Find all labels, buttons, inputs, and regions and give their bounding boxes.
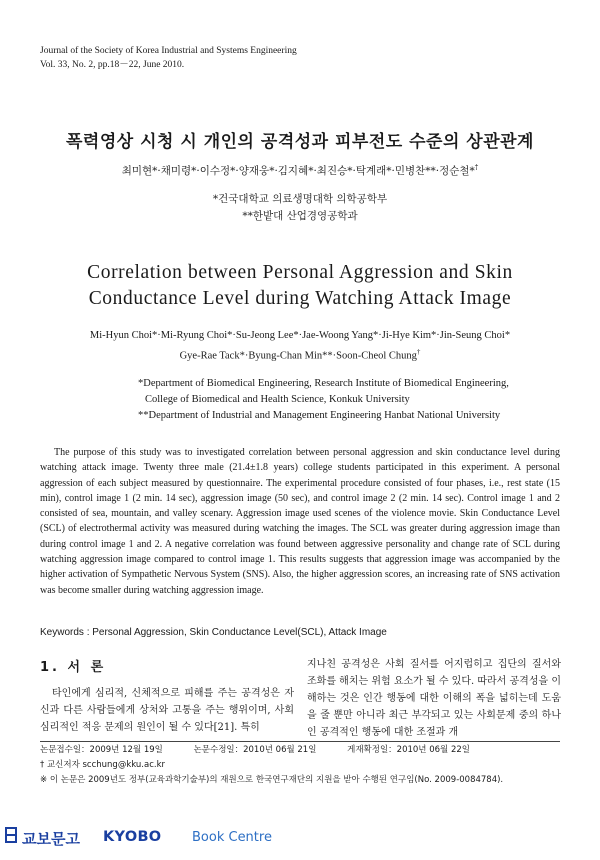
authors-english-line2-wrap — [0, 344, 600, 365]
footnotes — [40, 743, 580, 788]
journal-name: Journal of the Society of Korea Industrial and Systems Engineering — [40, 46, 297, 56]
brand-english: KYOBO — [103, 829, 162, 845]
affiliation-en-3: **Department of Industrial and Management Engineering Hanbat National University — [138, 410, 501, 421]
title-english-line1: Correlation between Personal Aggression and Skin — [87, 262, 513, 283]
body-column-right: 지나친 공격성은 사회 질서를 어지럽히고 집단의 질서와 조화를 해치는 위험 요소가 될 수 있다. 따라서 공격성을 이해하는 것은 인간 행동에 대한 이해의 폭을 넓히는데 도움을 줄 뿐만 아니라 최근 부각되고 있는 사회문제 중의 하나인 공격적인 행동에 대한 조절과 개 — [307, 659, 561, 738]
abstract: The purpose of this study was to investigated correlation between personal aggression and skin conductance level during watching attack image. Twenty three male (21.4±1.8 years) college students participated in this experiment. A personal aggression of each subject measured by questionnaire. The experimental procedure consisted of four phases, i.e., rest state (15 min), control image 1 (2 min. 14 sec), aggression image (50 sec), and control image 2 (2 min. 14 sec). Control image 1 and 2 consisted of sea, mountain, and valley scenary. Aggression image used scenes of the violence movie. Skin Conductance Level (SCL) of electrothermal activity was measured during watching the images. The SCL was greater during aggression image than during control image 1 and 2. A negative correlation was found between aggressive personality and change rate of SCL during watching aggression image compared to control image 1. This results suggests that aggression image was accompanied by the higher activation of Sympathetic Nervous System (SNS). Also, the higher aggression scores, an increasing rate of SNS activation was become smaller during watching aggression image. — [40, 447, 560, 596]
brand-korean: 교보문고 — [22, 830, 80, 848]
affiliation-ko-2: **한밭대 산업경영공학과 — [242, 210, 358, 222]
footnote-corresponding: † 교신저자 scchung@kku.ac.kr — [40, 760, 166, 770]
date-accepted: 게재확정일：2010년 06월 22일 — [347, 745, 470, 755]
affiliation-en-1: *Department of Biomedical Engineering, Research Institute of Biomedical Engineering, — [138, 378, 509, 389]
footnote-funding: ※ 이 논문은 2009년도 정부(교육과학기술부)의 재원으로 한국연구재단의 지원을 받아 수행된 연구임(No. 2009-0084784). — [40, 775, 504, 785]
keywords-label: Keywords — [40, 627, 84, 638]
corresponding-mark-ko: † — [474, 163, 479, 172]
footnote-divider — [40, 741, 560, 742]
authors-korean-names: 최미현*·채미령*·이수정*·양재웅*·김지혜*·최진승*·탁계래*·민병찬**·정순철* — [121, 165, 475, 177]
brand-subtitle: Book Centre — [192, 830, 272, 845]
affiliations-korean — [0, 191, 600, 225]
authors-korean — [0, 163, 600, 178]
kyobo-logo-icon — [4, 826, 18, 844]
footnote-dates — [40, 743, 580, 758]
title-korean: 폭력영상 시청 시 개인의 공격성과 피부전도 수준의 상관관계 — [66, 132, 534, 152]
body-column-left: 타인에게 심리적, 신체적으로 피해를 주는 공격성은 자신과 다른 사람들에게 상처와 고통을 주는 행위이며, 사회 심리적인 적응 문제의 원인이 될 수 있다[21]. 특히 — [40, 688, 294, 733]
keywords — [40, 627, 570, 638]
authors-english-line2: Gye-Rae Tack*·Byung-Chan Min**·Soon-Cheol Chung — [179, 350, 417, 362]
affiliations-english — [138, 376, 578, 424]
corresponding-mark-en: † — [416, 348, 421, 356]
keywords-text: : Personal Aggression, Skin Conductance Level(SCL), Attack Image — [86, 627, 387, 638]
title-english — [0, 260, 600, 312]
date-received: 논문접수일：2009년 12월 19일 — [40, 745, 163, 755]
title-english-line2: Conductance Level during Watching Attack Image — [88, 288, 512, 309]
journal-volume: Vol. 33, No. 2, pp.18－22, June 2010. — [40, 60, 185, 70]
affiliation-en-2: College of Biomedical and Health Science, Konkuk University — [145, 394, 410, 405]
section-heading: 1. 서 론 — [40, 660, 107, 675]
date-revised: 논문수정일：2010년 06월 21일 — [193, 745, 317, 755]
authors-english — [0, 327, 600, 365]
journal-info — [40, 44, 297, 72]
authors-english-line1: Mi-Hyun Choi*·Mi-Ryung Choi*·Su-Jeong Lee*·Jae-Woong Yang*·Ji-Hye Kim*·Jin-Seung Choi* — [89, 330, 511, 341]
affiliation-ko-1: *건국대학교 의료생명대학 의학공학부 — [212, 193, 388, 205]
